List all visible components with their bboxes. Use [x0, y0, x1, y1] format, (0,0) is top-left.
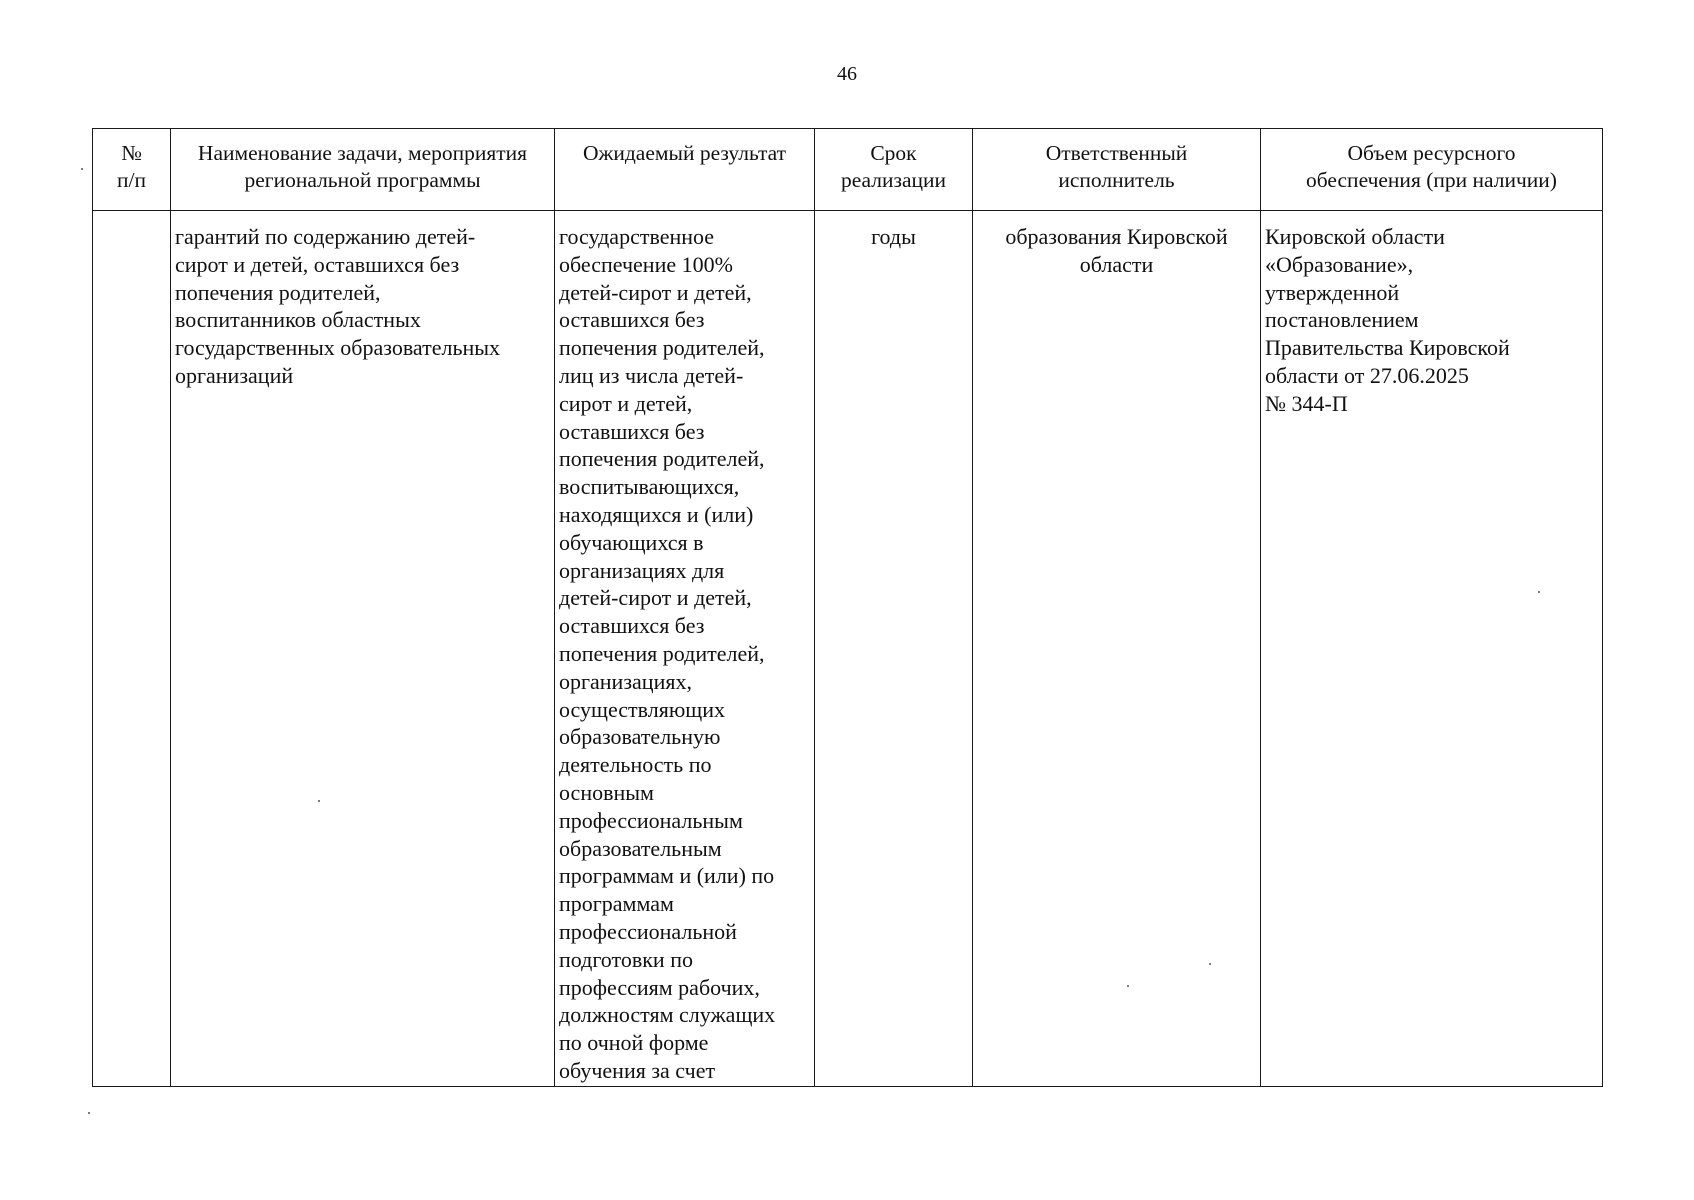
program-table — [92, 128, 1603, 1087]
scan-speck — [81, 168, 83, 170]
header-number: № п/п — [93, 129, 171, 211]
cell-resources: Кировской области «Образование», утвержденной постановлением Правительства Кировской области от 27.06.2025 № 344-П — [1261, 211, 1603, 1087]
cell-period: годы — [815, 211, 973, 1087]
scan-speck — [1127, 985, 1129, 987]
header-resources: Объем ресурсного обеспечения (при наличии) — [1261, 129, 1603, 211]
scan-speck — [318, 800, 320, 802]
cell-expected-result: государственное обеспечение 100% детей-сирот и детей, оставшихся без попечения родителей, лиц из числа детей- сирот и детей, оставшихся без попечения родителей, воспитывающихся, находящихся и (или) обучающихся в организациях для детей-сирот и детей, оставшихся без попечения родителей, организациях, осуществляющих образовательную деятельность по основным профессиональным образовательным программам и (или) по программам профессиональной подготовки по профессиям рабочих, должностям служащих по очной форме обучения за счет — [555, 211, 815, 1087]
scan-speck — [88, 1112, 90, 1114]
header-expected-result: Ожидаемый результат — [555, 129, 815, 211]
header-period: Срок реализации — [815, 129, 973, 211]
scan-speck — [1538, 591, 1540, 593]
table-row — [93, 211, 1603, 1087]
table-header-row — [93, 129, 1603, 211]
header-responsible: Ответственный исполнитель — [973, 129, 1261, 211]
header-task-name: Наименование задачи, мероприятия региональной программы — [171, 129, 555, 211]
cell-number — [93, 211, 171, 1087]
cell-responsible: образования Кировской области — [973, 211, 1261, 1087]
page-number: 46 — [837, 63, 857, 85]
scan-speck — [1209, 963, 1211, 965]
cell-task-name: гарантий по содержанию детей- сирот и детей, оставшихся без попечения родителей, воспитанников областных государственных образовательных организаций — [171, 211, 555, 1087]
